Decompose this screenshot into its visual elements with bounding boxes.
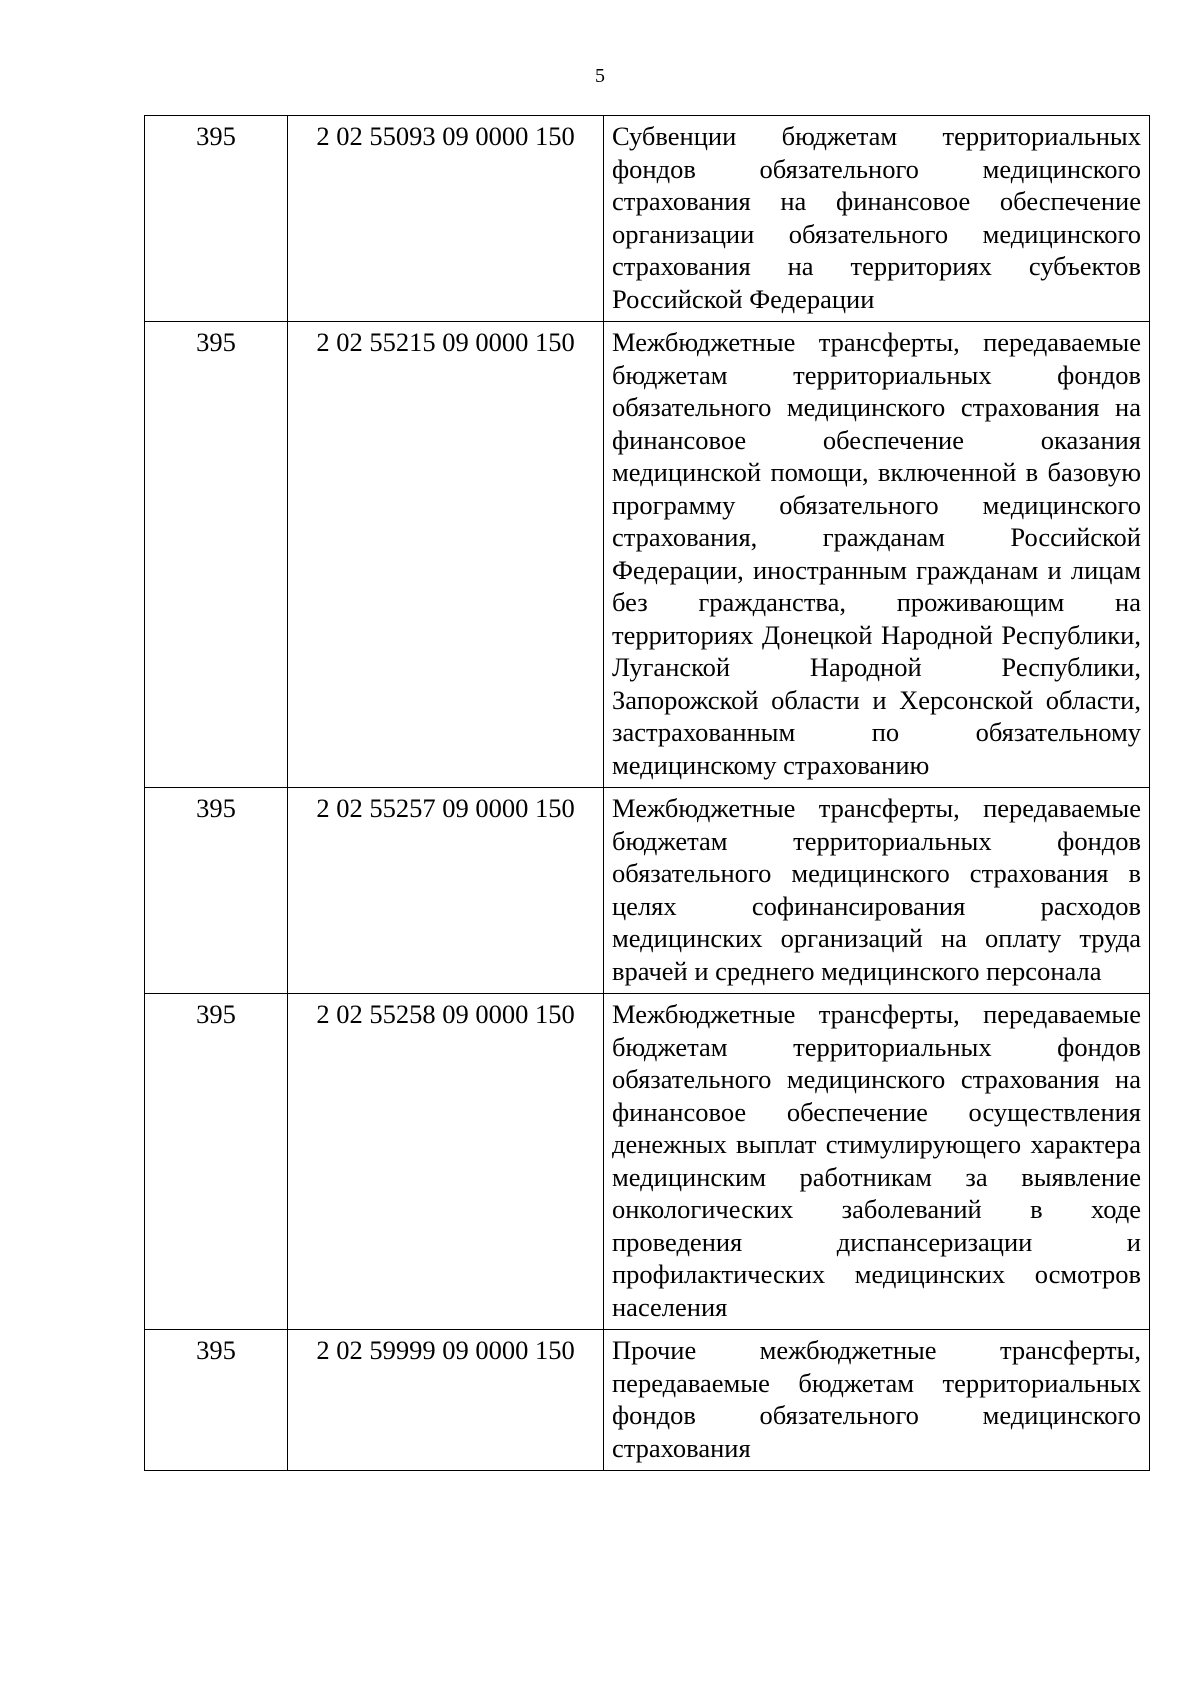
admin-code-cell: 395: [145, 788, 288, 994]
budget-code-table: [144, 115, 1150, 1471]
description-cell: Межбюджетные трансферты, передаваемые бюджетам территориальных фондов обязательного медицинского страхования на финансовое обеспечение оказания медицинской помощи, включенной в базовую программу обязательного медицинского страхования, гражданам Российской Федерации, иностранным гражданам и лицам без гражданства, проживающим на территориях Донецкой Народной Республики, Луганской Народной Республики, Запорожской области и Херсонской области, застрахованным по обязательному медицинскому страхованию: [604, 322, 1150, 788]
description-cell: Прочие межбюджетные трансферты, передаваемые бюджетам территориальных фондов обязательного медицинского страхования: [604, 1330, 1150, 1471]
page-number: 5: [595, 65, 605, 87]
table-row: [145, 322, 1150, 788]
budget-code-cell: 2 02 59999 09 0000 150: [288, 1330, 604, 1471]
budget-code-cell: 2 02 55093 09 0000 150: [288, 116, 604, 322]
table-row: [145, 994, 1150, 1330]
table-row: [145, 1330, 1150, 1471]
admin-code-cell: 395: [145, 116, 288, 322]
admin-code-cell: 395: [145, 1330, 288, 1471]
table-row: [145, 788, 1150, 994]
budget-code-cell: 2 02 55258 09 0000 150: [288, 994, 604, 1330]
admin-code-cell: 395: [145, 994, 288, 1330]
table-row: [145, 116, 1150, 322]
admin-code-cell: 395: [145, 322, 288, 788]
description-cell: Межбюджетные трансферты, передаваемые бюджетам территориальных фондов обязательного медицинского страхования в целях софинансирования расходов медицинских организаций на оплату труда врачей и среднего медицинского персонала: [604, 788, 1150, 994]
description-cell: Субвенции бюджетам территориальных фондов обязательного медицинского страхования на финансовое обеспечение организации обязательного медицинского страхования на территориях субъектов Российской Федерации: [604, 116, 1150, 322]
budget-code-cell: 2 02 55257 09 0000 150: [288, 788, 604, 994]
description-cell: Межбюджетные трансферты, передаваемые бюджетам территориальных фондов обязательного медицинского страхования на финансовое обеспечение осуществления денежных выплат стимулирующего характера медицинским работникам за выявление онкологических заболеваний в ходе проведения диспансеризации и профилактических медицинских осмотров населения: [604, 994, 1150, 1330]
budget-code-cell: 2 02 55215 09 0000 150: [288, 322, 604, 788]
